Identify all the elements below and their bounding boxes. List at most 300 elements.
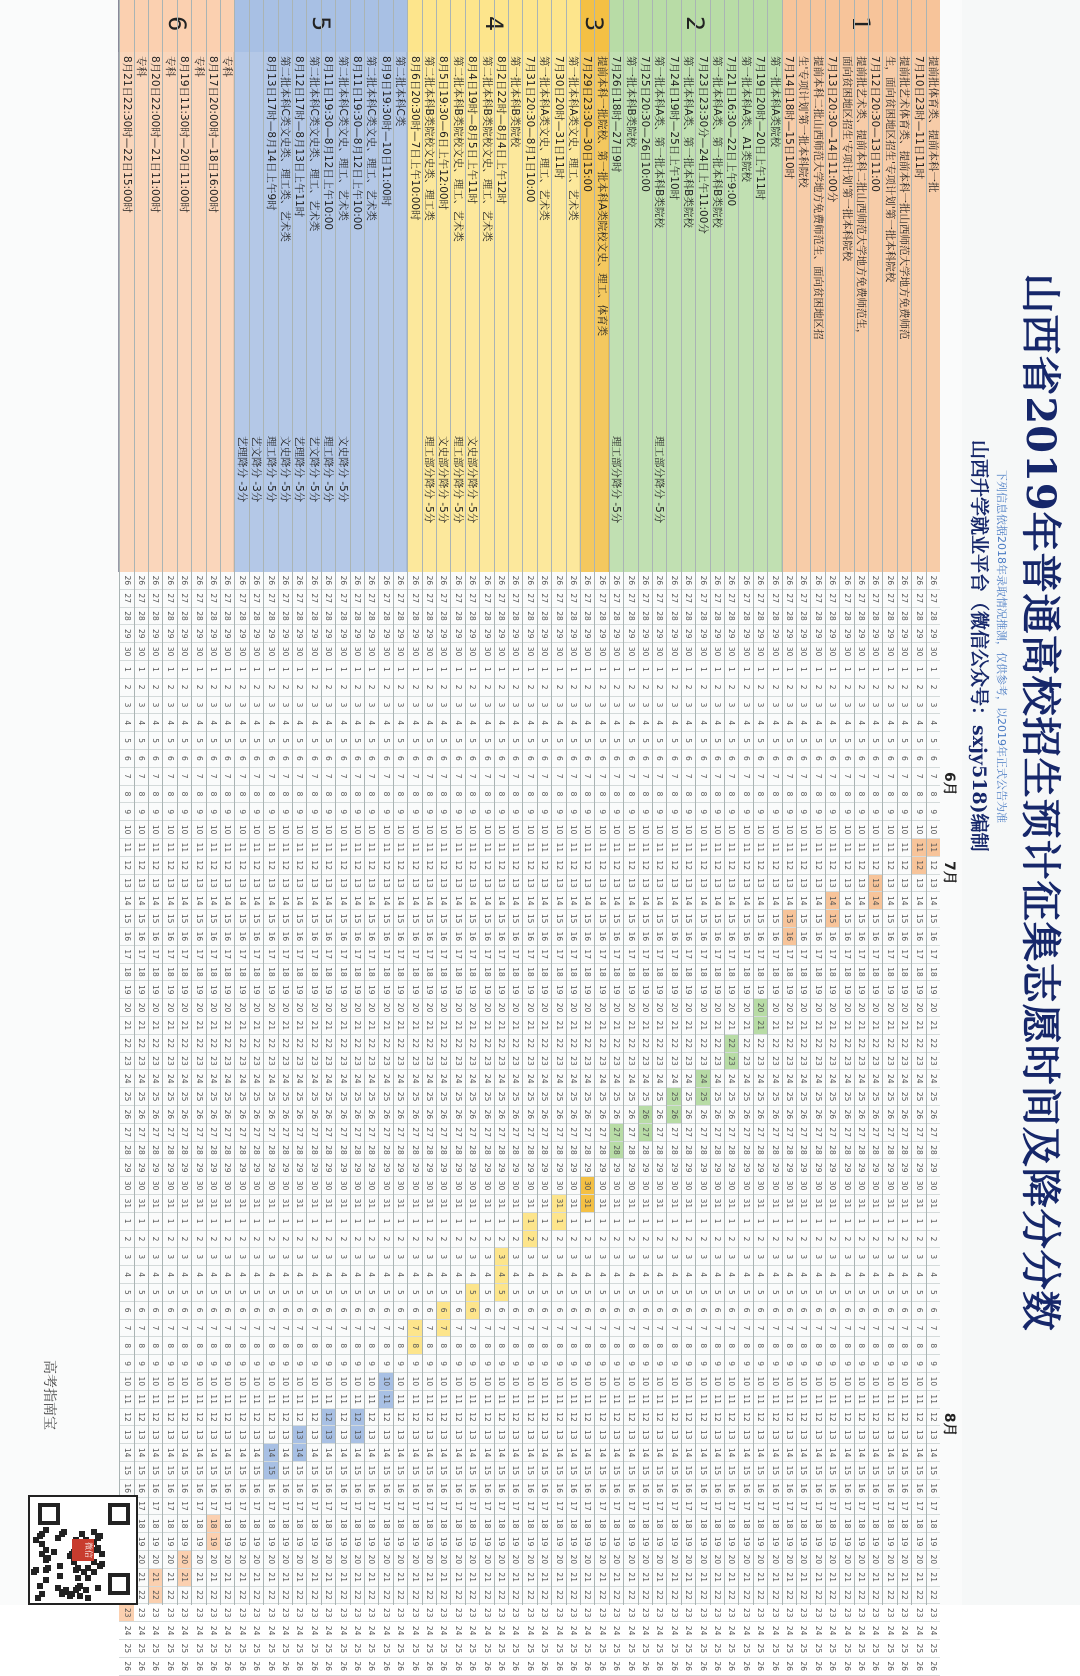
day-cell: 30 <box>350 1177 364 1195</box>
day-cell: 9 <box>335 1355 349 1373</box>
day-cell: 4 <box>263 714 277 732</box>
day-cell: 1 <box>623 1213 637 1231</box>
day-cell: 21 <box>666 1017 680 1035</box>
day-cell: 27 <box>465 590 479 608</box>
day-cell: 7 <box>724 1320 738 1338</box>
day-cell: 18 <box>882 1515 896 1533</box>
day-cell: 26 <box>580 1106 594 1124</box>
day-cell: 19 <box>882 981 896 999</box>
day-cell: 24 <box>882 1070 896 1088</box>
schedule-row <box>724 0 738 1605</box>
day-cell: 28 <box>825 608 839 626</box>
day-cell: 3 <box>623 697 637 715</box>
day-cell: 26 <box>551 1658 565 1676</box>
day-cell: 3 <box>724 697 738 715</box>
day-cell: 7 <box>321 1320 335 1338</box>
day-cell: 12 <box>609 857 623 875</box>
day-cell: 31 <box>350 1195 364 1213</box>
day-cell: 29 <box>465 625 479 643</box>
day-cell: 10 <box>623 1373 637 1391</box>
day-cell: 19 <box>710 1533 724 1551</box>
day-cell: 21 <box>148 1017 162 1035</box>
day-cell: 26 <box>666 572 680 590</box>
day-cell: 10 <box>810 1373 824 1391</box>
day-cell: 26 <box>839 572 853 590</box>
day-cell: 9 <box>681 803 695 821</box>
day-cell: 18 <box>609 1515 623 1533</box>
day-cell: 2 <box>465 1231 479 1249</box>
day-cell: 15 <box>249 1462 263 1480</box>
day-cell: 3 <box>882 697 896 715</box>
day-cell: 6 <box>738 1302 752 1320</box>
day-cell: 9 <box>926 803 940 821</box>
day-cell: 8 <box>695 1337 709 1355</box>
row-divider <box>854 0 855 1605</box>
day-cell: 30 <box>306 643 320 661</box>
day-cell: 18 <box>407 964 421 982</box>
schedule-row <box>350 0 364 1605</box>
day-cell: 7 <box>638 1320 652 1338</box>
day-cell: 25 <box>206 1088 220 1106</box>
day-cell: 29 <box>321 625 335 643</box>
day-cell: 1 <box>609 1213 623 1231</box>
day-cell: 29 <box>810 1159 824 1177</box>
day-cell: 3 <box>494 1248 508 1266</box>
schedule-row <box>263 0 277 1605</box>
day-cell: 21 <box>450 1569 464 1587</box>
day-cell: 26 <box>278 1658 292 1676</box>
schedule-row <box>364 0 378 1605</box>
day-cell: 5 <box>767 732 781 750</box>
day-cell: 23 <box>551 1053 565 1071</box>
day-cell: 22 <box>652 1035 666 1053</box>
day-cell: 25 <box>191 1088 205 1106</box>
day-cell: 17 <box>494 946 508 964</box>
day-cell: 6 <box>522 1302 536 1320</box>
day-cell: 8 <box>364 786 378 804</box>
day-cell: 28 <box>666 608 680 626</box>
day-cell: 8 <box>206 1337 220 1355</box>
qr-module <box>77 1593 83 1599</box>
day-cell: 3 <box>594 1248 608 1266</box>
day-cell: 13 <box>148 1426 162 1444</box>
day-cell: 30 <box>710 1177 724 1195</box>
day-cell: 26 <box>623 572 637 590</box>
day-cell: 24 <box>796 1070 810 1088</box>
day-cell: 23 <box>436 1604 450 1622</box>
day-cell: 26 <box>609 1106 623 1124</box>
day-cell: 1 <box>796 661 810 679</box>
day-cell: 22 <box>494 1035 508 1053</box>
day-cell: 26 <box>306 1106 320 1124</box>
day-cell: 11 <box>162 1391 176 1409</box>
day-cell: 11 <box>782 839 796 857</box>
day-cell: 23 <box>666 1604 680 1622</box>
day-cell: 15 <box>638 910 652 928</box>
day-cell: 21 <box>206 1017 220 1035</box>
day-cell: 20 <box>782 999 796 1017</box>
day-cell: 24 <box>177 1070 191 1088</box>
day-cell: 18 <box>594 1515 608 1533</box>
day-cell: 5 <box>263 732 277 750</box>
day-cell: 16 <box>162 928 176 946</box>
schedule-row <box>623 0 637 1605</box>
day-cell: 26 <box>666 1658 680 1676</box>
day-cell: 27 <box>350 1124 364 1142</box>
day-cell: 22 <box>335 1587 349 1605</box>
day-cell: 25 <box>119 1640 133 1658</box>
day-cell: 23 <box>652 1604 666 1622</box>
day-cell: 18 <box>753 964 767 982</box>
day-cell: 23 <box>609 1053 623 1071</box>
day-cell: 4 <box>609 1266 623 1284</box>
day-cell: 20 <box>609 1551 623 1569</box>
day-cell: 25 <box>162 1640 176 1658</box>
day-cell: 20 <box>162 999 176 1017</box>
day-cell: 24 <box>263 1070 277 1088</box>
day-cell: 13 <box>119 1426 133 1444</box>
day-cell: 19 <box>609 981 623 999</box>
day-cell: 1 <box>681 661 695 679</box>
day-cell: 20 <box>710 999 724 1017</box>
day-cell: 2 <box>609 1231 623 1249</box>
day-cell: 24 <box>882 1622 896 1640</box>
day-cell: 19 <box>666 981 680 999</box>
day-cell: 18 <box>897 964 911 982</box>
day-cell: 29 <box>782 1159 796 1177</box>
day-cell: 24 <box>335 1622 349 1640</box>
day-cell: 20 <box>191 999 205 1017</box>
day-cell: 6 <box>407 1302 421 1320</box>
day-cell: 23 <box>882 1053 896 1071</box>
day-cell: 3 <box>177 697 191 715</box>
day-cell: 23 <box>724 1053 738 1071</box>
day-cell: 31 <box>422 1195 436 1213</box>
day-cell: 4 <box>580 1266 594 1284</box>
day-cell: 2 <box>839 1231 853 1249</box>
day-cell: 8 <box>134 1337 148 1355</box>
day-cell: 1 <box>854 1213 868 1231</box>
day-cell: 28 <box>580 1142 594 1160</box>
day-cell: 17 <box>393 946 407 964</box>
day-cell: 22 <box>119 1035 133 1053</box>
day-cell: 17 <box>839 1498 853 1516</box>
day-cell: 3 <box>162 1248 176 1266</box>
day-cell: 6 <box>566 750 580 768</box>
day-cell: 29 <box>652 1159 666 1177</box>
day-cell: 11 <box>206 839 220 857</box>
day-cell: 26 <box>249 572 263 590</box>
day-cell: 25 <box>306 1640 320 1658</box>
day-cell: 19 <box>407 981 421 999</box>
day-cell: 27 <box>321 1124 335 1142</box>
day-cell: 23 <box>753 1053 767 1071</box>
day-cell: 16 <box>695 928 709 946</box>
day-cell: 9 <box>422 803 436 821</box>
day-cell: 7 <box>681 768 695 786</box>
day-cell: 9 <box>393 803 407 821</box>
day-cell: 11 <box>306 1391 320 1409</box>
day-cell: 2 <box>436 1231 450 1249</box>
day-cell: 28 <box>623 1142 637 1160</box>
day-cell: 15 <box>393 910 407 928</box>
day-cell: 23 <box>465 1053 479 1071</box>
day-cell: 27 <box>162 590 176 608</box>
day-cell: 2 <box>666 1231 680 1249</box>
day-cell: 29 <box>854 625 868 643</box>
day-cell: 12 <box>119 857 133 875</box>
row-label: 第一批本科A类、第一批本科B类院校 <box>681 56 695 428</box>
day-cell: 11 <box>767 1391 781 1409</box>
day-cell: 25 <box>724 1088 738 1106</box>
day-cell: 14 <box>638 892 652 910</box>
day-cell: 3 <box>292 697 306 715</box>
day-cell: 4 <box>897 714 911 732</box>
day-cell: 2 <box>897 679 911 697</box>
day-cell: 27 <box>364 590 378 608</box>
day-cell: 18 <box>825 1515 839 1533</box>
day-cell: 20 <box>594 999 608 1017</box>
day-cell: 1 <box>422 661 436 679</box>
day-cell: 5 <box>767 1284 781 1302</box>
day-cell: 4 <box>897 1266 911 1284</box>
day-cell: 28 <box>753 1142 767 1160</box>
day-cell: 29 <box>479 1159 493 1177</box>
day-cell: 13 <box>350 1426 364 1444</box>
day-cell: 21 <box>407 1017 421 1035</box>
day-cell: 2 <box>494 679 508 697</box>
day-cell: 28 <box>897 1142 911 1160</box>
day-cell: 26 <box>465 1106 479 1124</box>
day-cell: 19 <box>191 1533 205 1551</box>
day-cell: 17 <box>148 1498 162 1516</box>
day-cell: 2 <box>234 1231 248 1249</box>
day-cell: 16 <box>782 1480 796 1498</box>
day-cell: 25 <box>177 1088 191 1106</box>
day-cell: 26 <box>551 572 565 590</box>
day-cell: 14 <box>378 892 392 910</box>
day-cell: 18 <box>278 1515 292 1533</box>
day-cell: 3 <box>782 697 796 715</box>
day-cell: 19 <box>335 981 349 999</box>
day-cell: 2 <box>537 679 551 697</box>
day-cell: 2 <box>681 1231 695 1249</box>
day-cell: 15 <box>191 1462 205 1480</box>
day-cell: 7 <box>868 768 882 786</box>
day-cell: 4 <box>263 1266 277 1284</box>
day-cell: 13 <box>249 1426 263 1444</box>
day-cell: 8 <box>292 1337 306 1355</box>
day-cell: 28 <box>666 1142 680 1160</box>
day-cell: 26 <box>220 1658 234 1676</box>
day-cell: 11 <box>854 839 868 857</box>
day-cell: 2 <box>508 1231 522 1249</box>
day-cell: 19 <box>465 981 479 999</box>
day-cell: 28 <box>566 608 580 626</box>
day-cell: 29 <box>335 1159 349 1177</box>
day-cell: 6 <box>450 750 464 768</box>
day-cell: 31 <box>782 1195 796 1213</box>
day-cell: 25 <box>148 1088 162 1106</box>
day-cell: 6 <box>206 1302 220 1320</box>
day-cell: 18 <box>839 964 853 982</box>
day-cell: 19 <box>522 1533 536 1551</box>
day-cell: 8 <box>422 1337 436 1355</box>
day-cell: 22 <box>897 1035 911 1053</box>
day-cell: 2 <box>911 1231 925 1249</box>
day-cell: 14 <box>724 892 738 910</box>
day-cell: 1 <box>234 661 248 679</box>
day-cell: 19 <box>321 981 335 999</box>
day-cell: 19 <box>810 981 824 999</box>
day-cell: 22 <box>695 1035 709 1053</box>
day-cell: 6 <box>594 1302 608 1320</box>
day-cell: 9 <box>450 803 464 821</box>
day-cell: 6 <box>263 750 277 768</box>
day-cell: 2 <box>753 679 767 697</box>
day-cell: 21 <box>882 1017 896 1035</box>
day-cell: 26 <box>710 572 724 590</box>
day-cell: 21 <box>926 1017 940 1035</box>
day-cell: 29 <box>249 1159 263 1177</box>
day-cell: 4 <box>911 714 925 732</box>
day-cell: 7 <box>566 768 580 786</box>
day-cell: 9 <box>623 1355 637 1373</box>
day-cell: 7 <box>364 768 378 786</box>
day-cell: 24 <box>479 1070 493 1088</box>
day-cell: 25 <box>868 1640 882 1658</box>
day-cell: 5 <box>681 732 695 750</box>
day-cell: 8 <box>292 786 306 804</box>
day-cell: 28 <box>609 1142 623 1160</box>
day-cell: 28 <box>652 608 666 626</box>
day-cell: 30 <box>738 1177 752 1195</box>
day-cell: 3 <box>522 697 536 715</box>
day-cell: 9 <box>652 1355 666 1373</box>
day-cell: 23 <box>825 1053 839 1071</box>
day-cell: 12 <box>393 1409 407 1427</box>
day-cell: 15 <box>407 1462 421 1480</box>
day-cell: 13 <box>882 875 896 893</box>
day-cell: 6 <box>234 750 248 768</box>
day-cell: 26 <box>854 572 868 590</box>
day-cell: 28 <box>508 608 522 626</box>
day-cell: 4 <box>508 1266 522 1284</box>
day-cell: 8 <box>522 786 536 804</box>
day-cell: 12 <box>206 1409 220 1427</box>
day-cell: 4 <box>652 1266 666 1284</box>
day-cell: 4 <box>479 1266 493 1284</box>
day-cell: 27 <box>220 1124 234 1142</box>
day-cell: 19 <box>249 1533 263 1551</box>
day-cell: 12 <box>882 1409 896 1427</box>
day-cell: 24 <box>738 1622 752 1640</box>
day-cell: 4 <box>450 1266 464 1284</box>
day-cell: 23 <box>594 1053 608 1071</box>
row-divider <box>479 0 480 1605</box>
day-cell: 9 <box>580 803 594 821</box>
day-cell: 26 <box>494 572 508 590</box>
day-cell: 5 <box>825 732 839 750</box>
day-cell: 19 <box>162 1533 176 1551</box>
day-cell: 14 <box>724 1444 738 1462</box>
day-cell: 14 <box>263 892 277 910</box>
day-cell: 16 <box>119 1480 133 1498</box>
day-cell: 7 <box>825 1320 839 1338</box>
day-cell: 29 <box>450 625 464 643</box>
day-cell: 22 <box>465 1587 479 1605</box>
day-cell: 19 <box>306 1533 320 1551</box>
day-cell: 30 <box>767 1177 781 1195</box>
day-cell: 5 <box>407 732 421 750</box>
day-cell: 28 <box>436 1142 450 1160</box>
day-cell: 20 <box>465 1551 479 1569</box>
day-cell: 30 <box>753 1177 767 1195</box>
day-cell: 19 <box>594 981 608 999</box>
schedule-row <box>551 0 565 1605</box>
day-cell: 7 <box>162 768 176 786</box>
day-cell: 22 <box>710 1035 724 1053</box>
day-cell: 4 <box>782 1266 796 1284</box>
day-cell: 5 <box>335 1284 349 1302</box>
day-cell: 26 <box>508 1106 522 1124</box>
day-cell: 31 <box>911 1195 925 1213</box>
day-cell: 29 <box>364 1159 378 1177</box>
day-cell: 16 <box>710 928 724 946</box>
day-cell: 26 <box>623 1106 637 1124</box>
row-divider <box>220 0 221 1605</box>
day-cell: 29 <box>249 625 263 643</box>
day-cell: 8 <box>335 1337 349 1355</box>
day-cell: 16 <box>278 1480 292 1498</box>
day-cell: 15 <box>868 1462 882 1480</box>
day-cell: 9 <box>911 803 925 821</box>
day-cell: 28 <box>292 1142 306 1160</box>
day-cell: 21 <box>321 1017 335 1035</box>
day-cell: 1 <box>566 1213 580 1231</box>
day-cell: 18 <box>753 1515 767 1533</box>
day-cell: 25 <box>220 1088 234 1106</box>
day-cell: 16 <box>206 1480 220 1498</box>
day-cell: 31 <box>753 1195 767 1213</box>
day-cell: 25 <box>407 1640 421 1658</box>
day-cell: 7 <box>882 1320 896 1338</box>
day-cell: 20 <box>306 1551 320 1569</box>
day-cell: 8 <box>566 786 580 804</box>
day-cell: 18 <box>609 964 623 982</box>
day-cell: 19 <box>825 1533 839 1551</box>
day-cell: 26 <box>263 1658 277 1676</box>
day-cell: 26 <box>580 572 594 590</box>
day-cell: 25 <box>407 1088 421 1106</box>
day-cell: 7 <box>926 768 940 786</box>
day-cell: 3 <box>364 1248 378 1266</box>
day-cell: 11 <box>753 839 767 857</box>
day-cell: 7 <box>335 1320 349 1338</box>
day-cell: 30 <box>681 1177 695 1195</box>
day-cell: 19 <box>350 981 364 999</box>
day-cell: 21 <box>537 1017 551 1035</box>
day-cell: 22 <box>854 1035 868 1053</box>
qr-code[interactable] <box>28 1495 138 1605</box>
schedule-row <box>666 0 680 1605</box>
day-cell: 10 <box>234 821 248 839</box>
day-cell: 10 <box>350 821 364 839</box>
day-cell: 2 <box>263 679 277 697</box>
day-cell: 19 <box>422 981 436 999</box>
day-cell: 17 <box>162 1498 176 1516</box>
qr-module <box>85 1575 91 1581</box>
